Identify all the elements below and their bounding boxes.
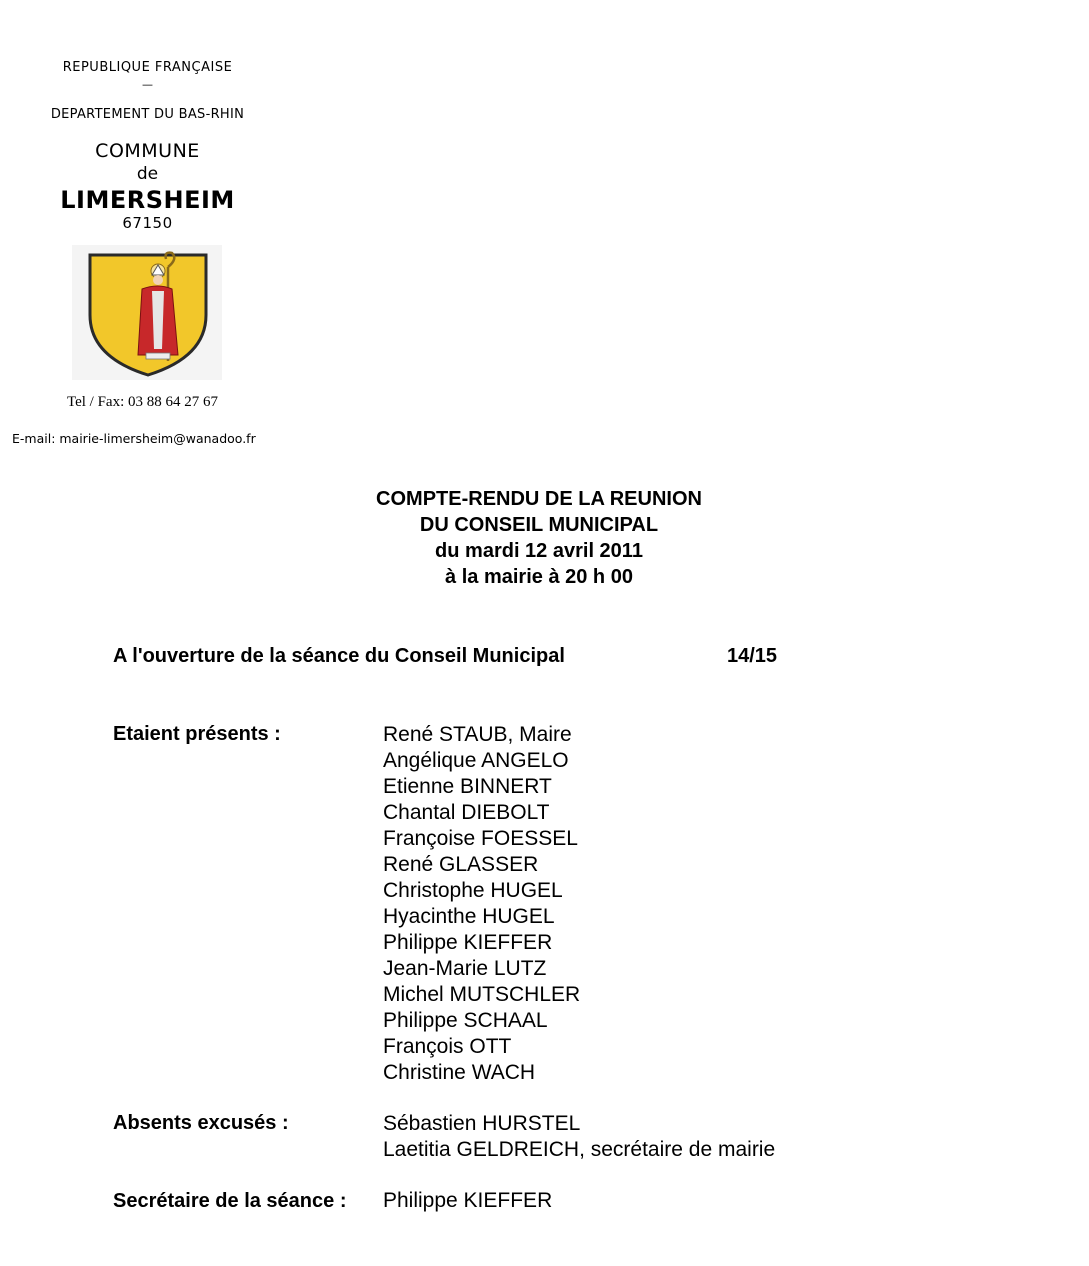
- present-name: René STAUB, Maire: [383, 723, 572, 746]
- absents-list: [383, 1111, 775, 1163]
- commune-de: de: [136, 164, 159, 184]
- quorum-count: 14/15: [727, 645, 778, 667]
- absents-label: Absents excusés :: [113, 1112, 289, 1134]
- title-line-1: COMPTE-RENDU DE LA REUNION: [376, 488, 702, 510]
- present-name: Philippe SCHAAL: [383, 1009, 548, 1032]
- title-line-2: DU CONSEIL MUNICIPAL: [419, 514, 659, 536]
- present-name: René GLASSER: [383, 853, 539, 876]
- present-name: Angélique ANGELO: [383, 749, 569, 772]
- title-line-4: à la mairie à 20 h 00: [445, 566, 633, 588]
- tel-fax: Tel / Fax: 03 88 64 27 67: [66, 394, 219, 410]
- republique-francaise: REPUBLIQUE FRANÇAISE: [62, 60, 233, 75]
- coat-of-arms-icon: [72, 245, 222, 380]
- absent-name: Laetitia GELDREICH, secrétaire de mairie: [383, 1138, 776, 1161]
- present-name: Christophe HUGEL: [383, 879, 563, 902]
- present-name: Philippe KIEFFER: [383, 931, 553, 954]
- present-name: Michel MUTSCHLER: [383, 983, 581, 1006]
- title-line-3: du mardi 12 avril 2011: [435, 540, 643, 562]
- present-name: Etienne BINNERT: [383, 775, 552, 798]
- postal-code: 67150: [122, 214, 173, 232]
- present-name: Jean-Marie LUTZ: [383, 957, 547, 980]
- present-name: Françoise FOESSEL: [383, 827, 578, 850]
- header-dash: —: [142, 78, 153, 91]
- presents-label: Etaient présents :: [113, 723, 281, 745]
- presents-list: [383, 722, 580, 1086]
- present-name: François OTT: [383, 1035, 512, 1058]
- commune-name: LIMERSHEIM: [60, 186, 235, 214]
- email: E-mail: mairie-limersheim@wanadoo.fr: [12, 431, 256, 446]
- absent-name: Sébastien HURSTEL: [383, 1112, 581, 1135]
- present-name: Hyacinthe HUGEL: [383, 905, 555, 928]
- ouverture-label: A l'ouverture de la séance du Conseil Municipal: [113, 645, 565, 667]
- present-name: Chantal DIEBOLT: [383, 801, 550, 824]
- departement: DEPARTEMENT DU BAS-RHIN: [50, 107, 245, 122]
- commune-label: COMMUNE: [95, 140, 200, 162]
- secretaire-name: Philippe KIEFFER: [383, 1189, 553, 1212]
- present-name: Christine WACH: [383, 1061, 536, 1084]
- secretaire-label: Secrétaire de la séance :: [113, 1190, 347, 1212]
